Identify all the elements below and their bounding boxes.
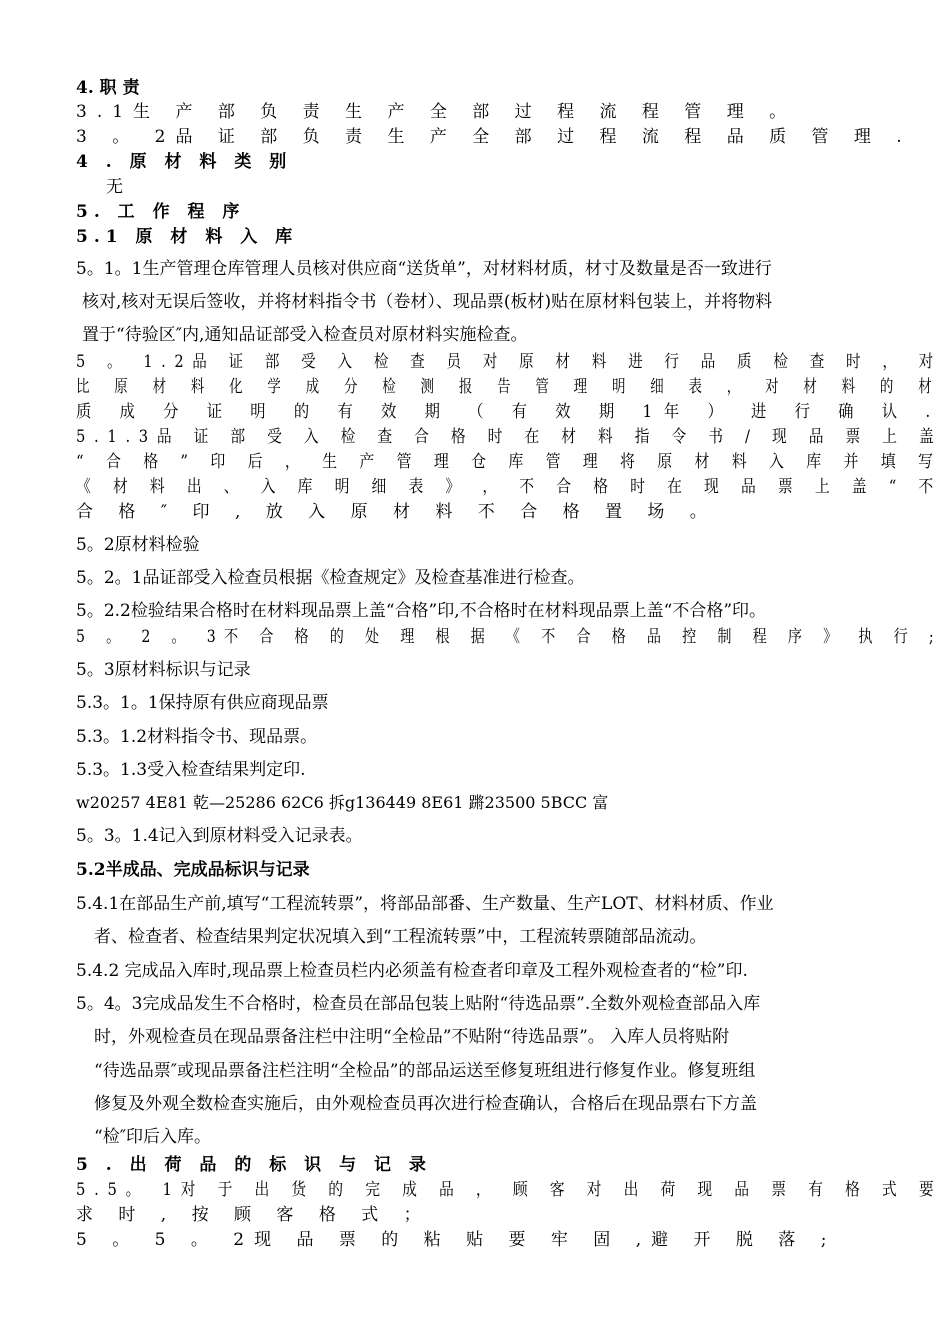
paragraph-5-3-1-4: 5。3。1.4记入到原材料受入记录表。 xyxy=(76,826,363,846)
paragraph-5-4-3-line5: “检″印后入库。 xyxy=(94,1127,212,1147)
paragraph-5-4-1-line1: 5.4.1在部品生产前,填写“工程流转票”，将部品部番、生产数量、生产LOT、材料材质、作业 xyxy=(76,894,774,914)
paragraph-5-4-1-line2: 者、检查者、检查结果判定状况填入到“工程流转票”中，工程流转票随部品流动。 xyxy=(94,927,707,947)
heading-5-1: 5.1 原 材 料 入 库 xyxy=(76,227,299,247)
paragraph-5-1-1-line1: 5。1。1生产管理仓库管理人员核对供应商“送货单”，对材料材质，材寸及数量是否一致进行 xyxy=(76,259,772,279)
noise-line: w20257 4E81 乾—25286 62C6 拆g136449 8E61 蹡23500 5BCC 富 xyxy=(76,793,609,812)
heading-duties: 4. 职 责 xyxy=(76,78,140,98)
paragraph-5-2-2: 5。2.2检验结果合格时在材料现品票上盖“合格”印,不合格时在材料现品票上盖“不合格”印。 xyxy=(76,601,767,621)
paragraph-5-1-1-line3: 置于“待验区″内,通知品证部受入检查员对原材料实施检查。 xyxy=(82,325,528,345)
paragraph-5-4-3-line3: “待选品票″或现品票备注栏注明“全检品”的部品运送至修复班组进行修复作业。修复班组 xyxy=(94,1061,756,1081)
paragraph-3-2: 3 。 2品 证 部 负 责 生 产 全 部 过 程 流 程 品 质 管 理 . xyxy=(76,127,912,147)
paragraph-5-1-2-line2: 比 原 材 料 化 学 成 分 检 测 报 告 管 理 明 细 表 ， 对 材 料 的 材 xyxy=(76,377,942,397)
paragraph-5-1-3-line4: 合 格 ″ 印 , 放 入 原 材 料 不 合 格 置 场 。 xyxy=(76,502,717,522)
paragraph-5-1-3-line1: 5.1.3品 证 部 受 入 检 查 合 格 时 在 材 料 指 令 书 / 现 品 票 上 盖 xyxy=(76,427,943,447)
paragraph-5-1-2-line1: 5 。 1.2品 证 部 受 入 检 查 员 对 原 材 料 进 行 品 质 检 查 时 ， 对 xyxy=(76,352,942,372)
paragraph-5-3-1-2: 5.3。1.2材料指令书、现品票。 xyxy=(76,727,318,747)
heading-shipment: 5 . 出 荷 品 的 标 识 与 记 录 xyxy=(76,1155,432,1175)
paragraph-5-5-1-line2: 求 时 , 按 顾 客 格 式 ； xyxy=(76,1205,431,1225)
paragraph-5-2-1: 5。2。1品证部受入检查员根据《检查规定》及检查基准进行检查。 xyxy=(76,568,585,588)
paragraph-5-3-1-1: 5.3。1。1保持原有供应商现品票 xyxy=(76,693,329,713)
text-none: 无 xyxy=(106,177,123,197)
paragraph-5-2-3: 5 。 2 。 3不 合 格 的 处 理 根 据 《 不 合 格 品 控 制 程 序 》 执 行 ; xyxy=(76,627,942,647)
paragraph-5-5-1-line1: 5.5。 1对 于 出 货 的 完 成 品 ， 顾 客 对 出 荷 现 品 票 有 格 式 要 xyxy=(76,1180,943,1200)
heading-material-type: 4 . 原 材 料 类 别 xyxy=(76,152,293,172)
paragraph-5-1-2-line3: 质 成 分 证 明 的 有 效 期 （ 有 效 期 1年 ） 进 行 确 认 . xyxy=(76,402,942,422)
heading-5-2-semi-finished: 5.2半成品、完成品标识与记录 xyxy=(76,860,310,880)
paragraph-5-3-1-3: 5.3。1.3受入检查结果判定印. xyxy=(76,760,306,780)
paragraph-5-4-3-line1: 5。4。3完成品发生不合格时，检查员在部品包装上贴附“待选品票”.全数外观检查部品入库 xyxy=(76,994,761,1014)
paragraph-5-4-3-line2: 时，外观检查员在现品票备注栏中注明“全检品”不贴附“待选品票”。 入库人员将贴附 xyxy=(94,1027,730,1047)
paragraph-5-1-1-line2: 核对,核对无误后签收，并将材料指令书（卷材）、现品票(板材)贴在原材料包装上，并将物料 xyxy=(82,292,773,312)
paragraph-3-1: 3.1生 产 部 负 责 生 产 全 部 过 程 流 程 管 理 。 xyxy=(76,102,797,122)
paragraph-5-4-3-line4: 修复及外观全数检查实施后，由外观检查员再次进行检查确认，合格后在现品票右下方盖 xyxy=(94,1094,757,1114)
paragraph-5-4-2: 5.4.2 完成品入库时,现品票上检查员栏内必须盖有检查者印章及工程外观检查者的“检”印. xyxy=(76,961,748,981)
paragraph-5-1-3-line2: “ 合 格 ” 印 后 ， 生 产 管 理 仓 库 管 理 将 原 材 料 入 库 并 填 写 xyxy=(76,452,942,472)
heading-procedure: 5. 工 作 程 序 xyxy=(76,202,246,222)
paragraph-5-5-2: 5 。 5 。 2现 品 票 的 粘 贴 要 牢 固 ,避 开 脱 落 ; xyxy=(76,1230,837,1250)
heading-5-2: 5。2原材料检验 xyxy=(76,535,200,555)
heading-5-3: 5。3原材料标识与记录 xyxy=(76,660,251,680)
paragraph-5-1-3-line3: 《 材 料 出 、 入 库 明 细 表 》 ， 不 合 格 时 在 现 品 票 上 盖 “ 不 xyxy=(76,477,942,497)
